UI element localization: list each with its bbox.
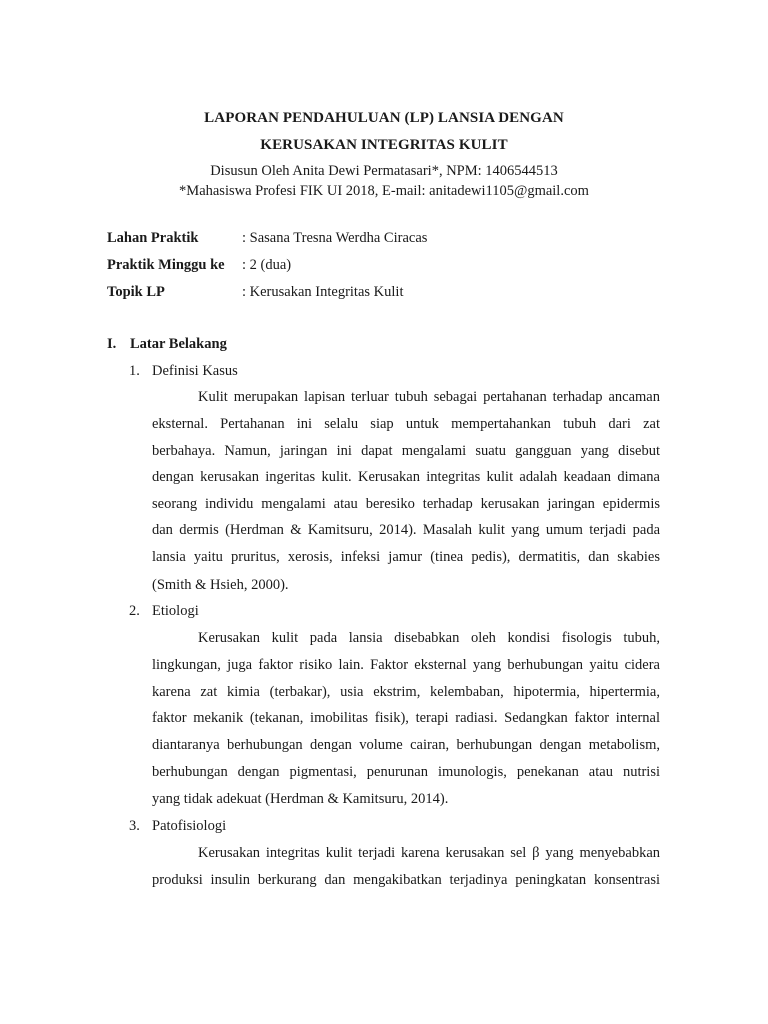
paragraph-line: seorang individu mengalami atau beresiko terhadap kerusakan jaringan epidermis xyxy=(152,496,660,512)
title-line-1: LAPORAN PENDAHULUAN (LP) LANSIA DENGAN xyxy=(204,110,564,126)
subsection-heading-patofisiologi xyxy=(129,818,226,835)
subsection-number: 3. xyxy=(129,818,140,834)
subsection-number: 1. xyxy=(129,363,140,379)
paragraph-line: dengan kerusakan ingeritas kulit. Kerusakan integritas kulit adalah keadaan dimana xyxy=(152,469,660,485)
info-label-topik-lp: Topik LP xyxy=(107,284,165,300)
paragraph-line: eksternal. Pertahanan ini selalu siap untuk mempertahankan tubuh dari zat xyxy=(152,416,660,432)
paragraph-line: dan dermis (Herdman & Kamitsuru, 2014). Masalah kulit yang umum terjadi pada xyxy=(152,522,660,538)
subsection-heading-etiologi xyxy=(129,603,199,620)
subsection-number: 2. xyxy=(129,603,140,619)
subsection-title: Definisi Kasus xyxy=(152,363,238,379)
paragraph-line: lansia yaitu pruritus, xerosis, infeksi jamur (tinea pedis), dermatitis, dan skabies xyxy=(152,549,660,565)
affiliation-line: *Mahasiswa Profesi FIK UI 2018, E-mail: anitadewi1105@gmail.com xyxy=(179,183,589,199)
paragraph-line: faktor mekanik (tekanan, imobilitas fisik), terapi radiasi. Sedangkan faktor internal xyxy=(152,710,660,726)
paragraph-line: Kerusakan integritas kulit terjadi karena kerusakan sel β yang menyebabkan xyxy=(198,845,660,861)
subsection-heading-definisi xyxy=(129,363,238,380)
paragraph-line: Kulit merupakan lapisan terluar tubuh sebagai pertahanan terhadap ancaman xyxy=(198,389,660,405)
info-label-lahan-praktik: Lahan Praktik xyxy=(107,230,199,246)
paragraph-line: produksi insulin berkurang dan mengakibatkan terjadinya peningkatan konsentrasi xyxy=(152,872,660,888)
info-label-praktik-minggu: Praktik Minggu ke xyxy=(107,257,225,273)
paragraph-line: diantaranya berhubungan dengan volume cairan, berhubungan dengan metabolism, xyxy=(152,737,660,753)
paragraph-line: karena zat kimia (terbakar), usia ekstrim, kelembaban, hipotermia, hipertermia, xyxy=(152,684,660,700)
paragraph-line: Kerusakan kulit pada lansia disebabkan oleh kondisi fisologis tubuh, xyxy=(198,630,660,646)
paragraph-line: berhubungan dengan pigmentasi, penurunan imunologis, penekanan atau nutrisi xyxy=(152,764,660,780)
section-heading xyxy=(107,336,227,353)
author-line: Disusun Oleh Anita Dewi Permatasari*, NPM: 1406544513 xyxy=(210,163,558,179)
info-value-lahan-praktik: : Sasana Tresna Werdha Ciracas xyxy=(242,230,428,246)
paragraph-line: (Smith & Hsieh, 2000). xyxy=(152,577,289,593)
info-value-praktik-minggu: : 2 (dua) xyxy=(242,257,292,273)
paragraph-line: berbahaya. Namun, jaringan ini dapat mengalami suatu gangguan yang disebut xyxy=(152,443,660,459)
subsection-title: Patofisiologi xyxy=(152,818,227,834)
paragraph-line: lingkungan, juga faktor risiko lain. Faktor eksternal yang berhubungan yaitu cidera xyxy=(152,657,660,673)
info-value-topik-lp: : Kerusakan Integritas Kulit xyxy=(242,284,404,300)
subsection-title: Etiologi xyxy=(152,603,199,619)
section-title: Latar Belakang xyxy=(130,336,227,352)
title-line-2: KERUSAKAN INTEGRITAS KULIT xyxy=(260,137,508,153)
section-number: I. xyxy=(107,336,117,352)
paragraph-line: yang tidak adekuat (Herdman & Kamitsuru, 2014). xyxy=(152,791,449,807)
